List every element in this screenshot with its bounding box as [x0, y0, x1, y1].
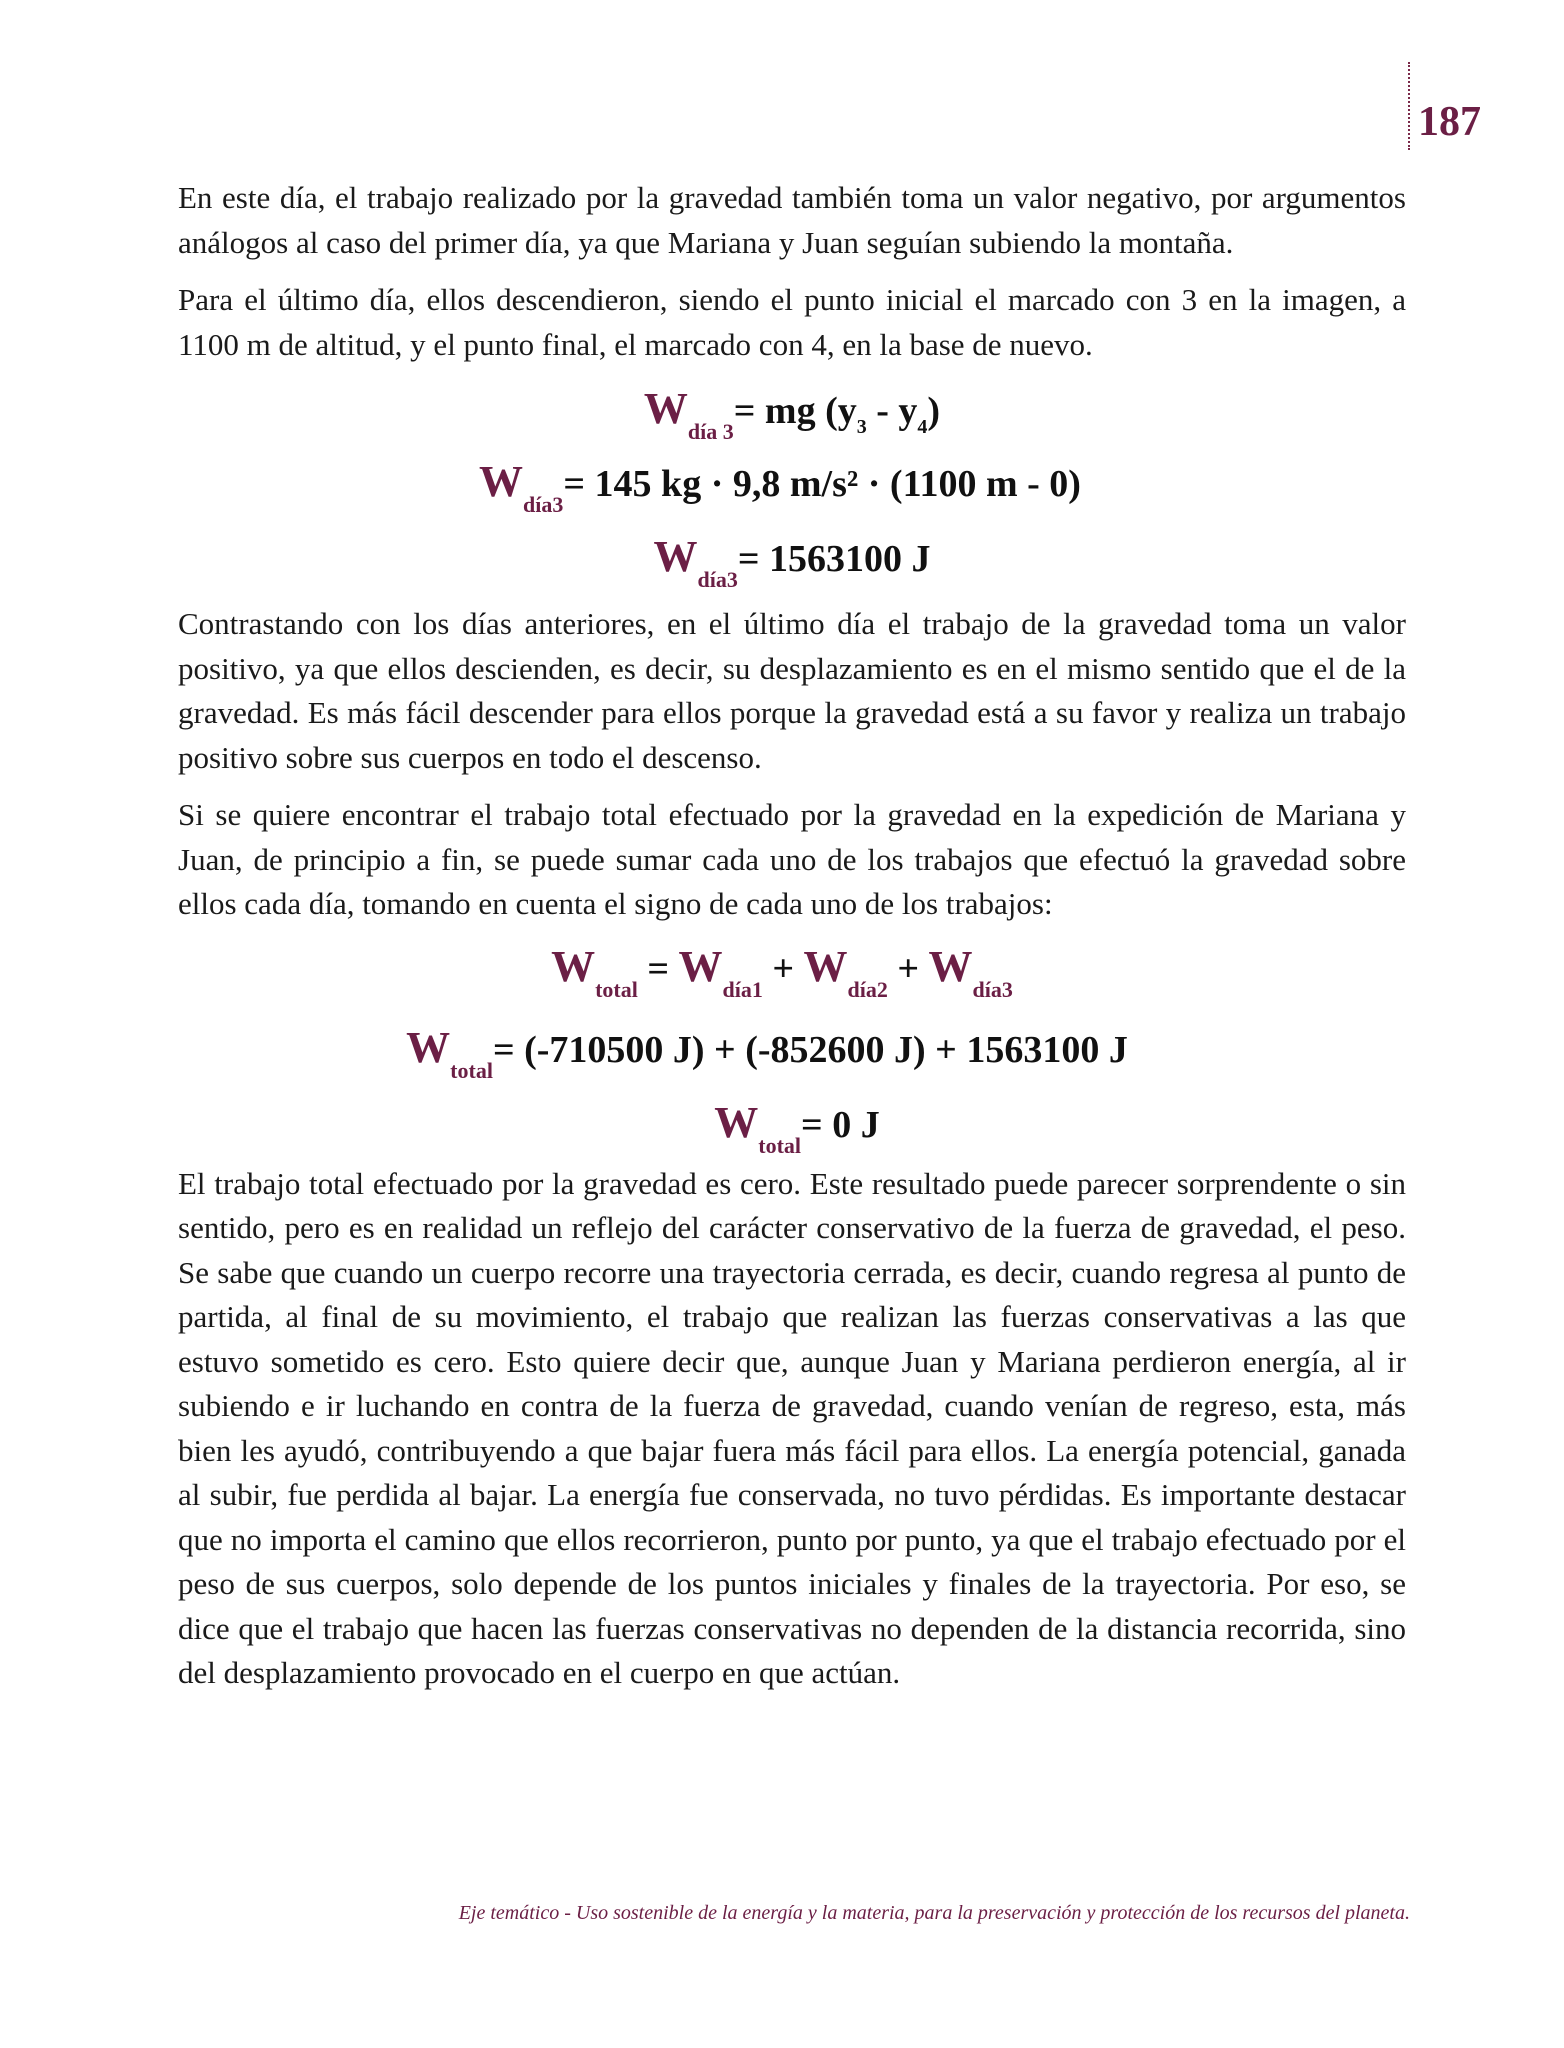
- equation-part: ): [927, 390, 941, 432]
- equation-operator: +: [887, 947, 929, 990]
- work-symbol: W: [643, 384, 688, 433]
- work-symbol: W: [653, 532, 698, 581]
- equation-part: = mg (y: [733, 390, 857, 432]
- footer-thematic-axis: Eje temático - Uso sostenible de la energía y la materia, para la preservación y protección de los recursos del planeta.: [458, 1902, 1410, 1924]
- equation-rhs: = 145 kg · 9,8 m/s² · (1100 m - 0): [563, 463, 1081, 505]
- equation-index: 4: [917, 416, 928, 438]
- equation-operator: +: [762, 947, 804, 990]
- work-symbol: W: [479, 457, 524, 506]
- page-number-rule: [1408, 62, 1410, 150]
- paragraph-3: Contrastando con los días anteriores, en el último día el trabajo de la gravedad toma un valor positivo, ya que ellos descienden, es decir, su desplazamiento es en el mismo sentido que el de la gravedad. Es más fácil descender para ellos porque la gravedad está a su favor y realiza un trabajo positivo sobre sus cuerpos en todo el descenso.: [178, 606, 1406, 775]
- page-number: 187: [1418, 99, 1481, 145]
- equation-part: - y: [866, 390, 918, 432]
- equation-subscript: total: [595, 976, 638, 1002]
- equation-total-work-sum: [178, 941, 1406, 1002]
- equation-work-day3-formula: [178, 383, 1406, 444]
- equation-subscript: día3: [697, 567, 738, 592]
- work-symbol: W: [678, 941, 723, 991]
- equation-index: 3: [856, 416, 867, 438]
- equation-rhs: = 0 J: [801, 1103, 880, 1146]
- work-symbol: W: [803, 941, 848, 991]
- equation-rhs: = (-710500 J) + (-852600 J) + 1563100 J: [492, 1028, 1128, 1071]
- equation-subscript: total: [758, 1132, 802, 1158]
- equation-subscript: día3: [523, 492, 564, 517]
- work-symbol: W: [714, 1097, 759, 1147]
- equation-total-work-result: [178, 1097, 1406, 1158]
- page-content: [178, 176, 1406, 1709]
- equation-rhs: = 1563100 J: [737, 538, 931, 580]
- equation-total-work-substitution: [178, 1022, 1406, 1083]
- equation-subscript: día3: [972, 976, 1013, 1002]
- work-symbol: W: [406, 1022, 451, 1072]
- equation-subscript: día2: [847, 976, 888, 1002]
- equation-subscript: total: [450, 1057, 493, 1083]
- equation-work-day3-substitution: [178, 456, 1406, 517]
- paragraph-2: Para el último día, ellos descendieron, siendo el punto inicial el marcado con 3 en la imagen, a 1100 m de altitud, y el punto final, el marcado con 4, en la base de nuevo.: [178, 282, 1406, 362]
- equation-operator: =: [637, 947, 679, 990]
- paragraph-4: Si se quiere encontrar el trabajo total efectuado por la gravedad en la expedición de Mariana y Juan, de principio a fin, se puede sumar cada uno de los trabajos que efectuó la gravedad sobre ellos cada día, tomando en cuenta el signo de cada uno de los trabajos:: [178, 797, 1406, 921]
- equation-subscript: día 3: [687, 419, 734, 444]
- equation-work-day3-result: [178, 531, 1406, 592]
- paragraph-5: El trabajo total efectuado por la gravedad es cero. Este resultado puede parecer sorprendente o sin sentido, pero es en realidad un reflejo del carácter conservativo de la fuerza de gravedad, el peso. Se sabe que cuando un cuerpo recorre una trayectoria cerrada, es decir, cuando regresa al punto de partida, al final de su movimiento, el trabajo que realizan las fuerzas conservativas a las que estuvo sometido es cero. Esto quiere decir que, aunque Juan y Mariana perdieron energía, al ir subiendo e ir luchando en contra de la fuerza de gravedad, cuando venían de regreso, esta, más bien les ayudó, contribuyendo a que bajar fuera más fácil para ellos. La energía potencial, ganada al subir, fue perdida al bajar. La energía fue conservada, no tuvo pérdidas. Es importante destacar que no importa el camino que ellos recorrieron, punto por punto, ya que el trabajo efectuado por el peso de sus cuerpos, solo depende de los puntos iniciales y finales de la trayectoria. Por eso, se dice que el trabajo que hacen las fuerzas conservativas no dependen de la distancia recorrida, sino del desplazamiento provocado en el cuerpo en que actúan.: [178, 1165, 1406, 1690]
- work-symbol: W: [928, 941, 973, 991]
- equation-subscript: día1: [722, 976, 763, 1002]
- work-symbol: W: [551, 941, 596, 991]
- paragraph-1: En este día, el trabajo realizado por la gravedad también toma un valor negativo, por argumentos análogos al caso del primer día, ya que Mariana y Juan seguían subiendo la montaña.: [178, 180, 1406, 260]
